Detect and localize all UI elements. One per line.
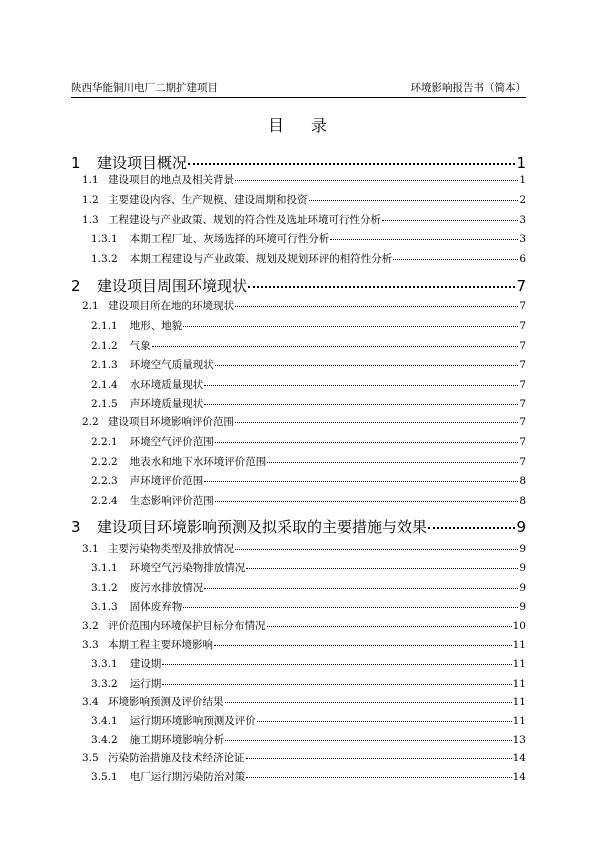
toc-entry-page: 11 (512, 658, 526, 670)
toc-entry-page: 7 (519, 359, 526, 371)
toc-entry[interactable] (91, 357, 526, 372)
toc-entry-number: 3.1.1 (91, 562, 118, 574)
toc-entry-number: 3 (71, 518, 81, 536)
toc-entry[interactable] (91, 599, 526, 614)
toc-entry-number: 2.1.4 (91, 379, 118, 391)
toc-dot-leader (235, 180, 518, 181)
toc-entry-title: 主要污染物类型及排放情况 (108, 543, 234, 555)
toc-entry[interactable] (71, 275, 526, 296)
toc-dot-leader (246, 758, 512, 759)
toc-entry[interactable] (82, 172, 526, 187)
toc-entry[interactable] (82, 212, 526, 227)
toc-entry-title: 环境空气评价范围 (129, 436, 214, 448)
toc-entry-title: 评价范围内环境保护目标分布情况 (108, 620, 266, 632)
toc-entry-number: 3.3 (82, 639, 99, 651)
toc-entry-number: 1.3.1 (91, 233, 118, 245)
toc-entry[interactable] (82, 694, 526, 709)
toc-entry-number: 1.3.2 (91, 253, 118, 265)
toc-dot-leader (183, 326, 518, 327)
toc-entry-title: 声环境评价范围 (129, 475, 204, 487)
toc-entry-page: 14 (512, 771, 526, 783)
toc-entry[interactable] (82, 541, 526, 556)
toc-entry[interactable] (91, 318, 526, 333)
toc-dot-leader (162, 684, 511, 685)
toc-entry-page: 7 (519, 300, 526, 312)
toc-dot-leader (225, 740, 511, 741)
toc-dot-leader (235, 422, 518, 423)
toc-entry-title: 本期工程厂址、灰场选择的环境可行性分析 (129, 233, 330, 245)
toc-entry-page: 7 (519, 436, 526, 448)
toc-entry[interactable] (91, 656, 526, 671)
toc-entry-page: 7 (519, 379, 526, 391)
toc-dot-leader (309, 200, 519, 201)
toc-entry-number: 2.2.2 (91, 456, 118, 468)
toc-entry-title: 建设项目周围环境现状 (97, 277, 248, 295)
toc-dot-leader (393, 259, 518, 260)
toc-entry-title: 运行期 (129, 678, 162, 690)
toc-dot-leader (215, 501, 519, 502)
toc-entry-page: 9 (519, 601, 526, 613)
toc-entry[interactable] (71, 516, 526, 537)
toc-entry-page: 8 (519, 475, 526, 487)
toc-entry-title: 环境空气污染物排放情况 (129, 562, 246, 574)
toc-entry-title: 环境影响预测及评价结果 (108, 696, 224, 708)
toc-entry-number: 2.1.5 (91, 398, 118, 410)
toc-entry-page: 9 (519, 582, 526, 594)
toc-entry[interactable] (91, 676, 526, 691)
toc-entry-title: 工程建设与产业政策、规划的符合性及选址环境可行性分析 (108, 214, 381, 226)
toc-dot-leader (330, 239, 518, 240)
toc-dot-leader (428, 527, 515, 529)
toc-dot-leader (235, 306, 518, 307)
toc-entry-number: 3.5.1 (91, 771, 118, 783)
toc-entry-title: 主要建设内容、生产规模、建设周期和投资 (108, 194, 308, 206)
toc-entry-page: 11 (512, 678, 526, 690)
toc-dot-leader (214, 645, 512, 646)
toc-entry-number: 2.2.3 (91, 475, 118, 487)
toc-dot-leader (204, 404, 518, 405)
toc-entry-title: 气象 (129, 340, 151, 352)
toc-entry-title: 建设项目环境影响预测及拟采取的主要措施与效果 (97, 518, 428, 536)
toc-entry-title: 声环境质量现状 (129, 398, 204, 410)
toc-entry[interactable] (82, 750, 526, 765)
toc-dot-leader (235, 549, 518, 550)
toc-entry-page: 11 (512, 639, 526, 651)
toc-entry-number: 1 (71, 154, 81, 172)
toc-entry[interactable] (91, 713, 526, 728)
toc-entry[interactable] (71, 152, 526, 173)
toc-entry-page: 8 (519, 495, 526, 507)
toc-entry-page: 11 (512, 715, 526, 727)
toc-entry[interactable] (91, 493, 526, 508)
toc-dot-leader (215, 365, 519, 366)
toc-dot-leader (152, 346, 519, 347)
toc-dot-leader (204, 588, 518, 589)
toc-dot-leader (257, 721, 512, 722)
toc-entry[interactable] (91, 231, 526, 246)
toc-entry-title: 本期工程建设与产业政策、规划及规划环评的相符性分析 (129, 253, 393, 265)
toc-entry[interactable] (91, 560, 526, 575)
toc-dot-leader (204, 481, 518, 482)
toc-entry[interactable] (82, 618, 526, 633)
toc-entry-number: 2.1.1 (91, 320, 118, 332)
toc-entry-number: 1.2 (82, 194, 99, 206)
toc-entry[interactable] (82, 414, 526, 429)
toc-entry-title: 水环境质量现状 (129, 379, 204, 391)
toc-entry-title: 污染防治措施及技术经济论证 (108, 752, 245, 764)
toc-entry[interactable] (91, 732, 526, 747)
toc-dot-leader (162, 664, 511, 665)
toc-entry-page: 1 (516, 154, 526, 172)
toc-entry-page: 7 (519, 398, 526, 410)
toc-entry-number: 3.1 (82, 543, 99, 555)
toc-entry-number: 1.1 (82, 174, 99, 186)
toc-entry-number: 3.1.3 (91, 601, 118, 613)
toc-dot-leader (225, 702, 512, 703)
toc-entry-title: 建设项目概况 (97, 154, 188, 172)
toc-entry-number: 2.1.2 (91, 340, 118, 352)
toc-entry-number: 3.3.2 (91, 678, 118, 690)
toc-entry[interactable] (91, 580, 526, 595)
toc-entry-page: 10 (512, 620, 526, 632)
toc-entry[interactable] (91, 396, 526, 411)
toc-entry-title: 废污水排放情况 (129, 582, 204, 594)
toc-entry-number: 3.3.1 (91, 658, 118, 670)
toc-dot-leader (248, 286, 515, 288)
toc-dot-leader (204, 385, 518, 386)
toc-dot-leader (183, 607, 518, 608)
toc-entry-page: 7 (516, 277, 526, 295)
toc-entry-number: 2.1.3 (91, 359, 118, 371)
toc-entry-page: 13 (512, 734, 526, 746)
toc-entry-title: 本期工程主要环境影响 (108, 639, 213, 651)
toc-entry-number: 3.4 (82, 696, 99, 708)
toc-entry-title: 电厂运行期污染防治对策 (129, 771, 246, 783)
toc-entry-number: 3.5 (82, 752, 99, 764)
toc-dot-leader (188, 163, 515, 165)
toc-entry-title: 建设期 (129, 658, 162, 670)
toc-entry[interactable] (91, 338, 526, 353)
toc-entry-number: 2.2.4 (91, 495, 118, 507)
toc-title: 目 录 (267, 116, 328, 135)
toc-entry-number: 2.2 (82, 416, 99, 428)
toc-entry-title: 生态影响评价范围 (129, 495, 214, 507)
toc-entry-page: 3 (519, 233, 526, 245)
toc-entry-number: 3.4.1 (91, 715, 118, 727)
toc-entry-number: 3.4.2 (91, 734, 118, 746)
toc-entry-title: 建设项目所在地的环境现状 (108, 300, 234, 312)
toc-entry[interactable] (91, 473, 526, 488)
toc-entry-page: 3 (519, 214, 526, 226)
toc-entry[interactable] (91, 454, 526, 469)
toc-entry-page: 7 (519, 416, 526, 428)
toc-entry-page: 9 (519, 543, 526, 555)
toc-dot-leader (267, 462, 518, 463)
toc-entry[interactable] (91, 251, 526, 266)
toc-entry-title: 建设项目的地点及相关背景 (108, 174, 234, 186)
toc-entry-number: 1.3 (82, 214, 99, 226)
toc-entry-title: 建设项目环境影响评价范围 (108, 416, 234, 428)
toc-entry-number: 2 (71, 277, 81, 295)
toc-entry-page: 9 (516, 518, 526, 536)
toc-entry-page: 2 (519, 194, 526, 206)
toc-entry-title: 施工期环境影响分析 (129, 734, 225, 746)
toc-entry-number: 2.1 (82, 300, 99, 312)
toc-dot-leader (246, 777, 511, 778)
toc-entry-number: 3.1.2 (91, 582, 118, 594)
toc-entry-number: 2.2.1 (91, 436, 118, 448)
toc-entry[interactable] (91, 434, 526, 449)
toc-entry-title: 环境空气质量现状 (129, 359, 214, 371)
toc-entry-title: 运行期环境影响预测及评价 (129, 715, 256, 727)
toc-dot-leader (246, 568, 518, 569)
toc-entry-title: 地表水和地下水环境评价范围 (129, 456, 267, 468)
toc-entry-page: 11 (512, 696, 526, 708)
toc-entry-page: 7 (519, 456, 526, 468)
toc-entry-page: 1 (519, 174, 526, 186)
toc-entry[interactable] (82, 637, 526, 652)
toc-entry[interactable] (91, 377, 526, 392)
header-project-name: 陕西华能铜川电厂二期扩建项目 (71, 82, 218, 94)
toc-entry-page: 7 (519, 340, 526, 352)
toc-entry-page: 6 (519, 253, 526, 265)
toc-entry-title: 地形、地貌 (129, 320, 183, 332)
toc-entry-page: 9 (519, 562, 526, 574)
toc-entry[interactable] (91, 769, 526, 784)
toc-dot-leader (215, 442, 519, 443)
toc-dot-leader (267, 626, 512, 627)
toc-entry[interactable] (82, 192, 526, 207)
header-doc-name: 环境影响报告书（简本） (410, 82, 526, 94)
toc-entry-title: 固体废弃物 (129, 601, 183, 613)
toc-entry[interactable] (82, 298, 526, 313)
toc-entry-page: 7 (519, 320, 526, 332)
toc-entry-number: 3.2 (82, 620, 99, 632)
toc-entry-page: 14 (512, 752, 526, 764)
toc-dot-leader (382, 220, 518, 221)
